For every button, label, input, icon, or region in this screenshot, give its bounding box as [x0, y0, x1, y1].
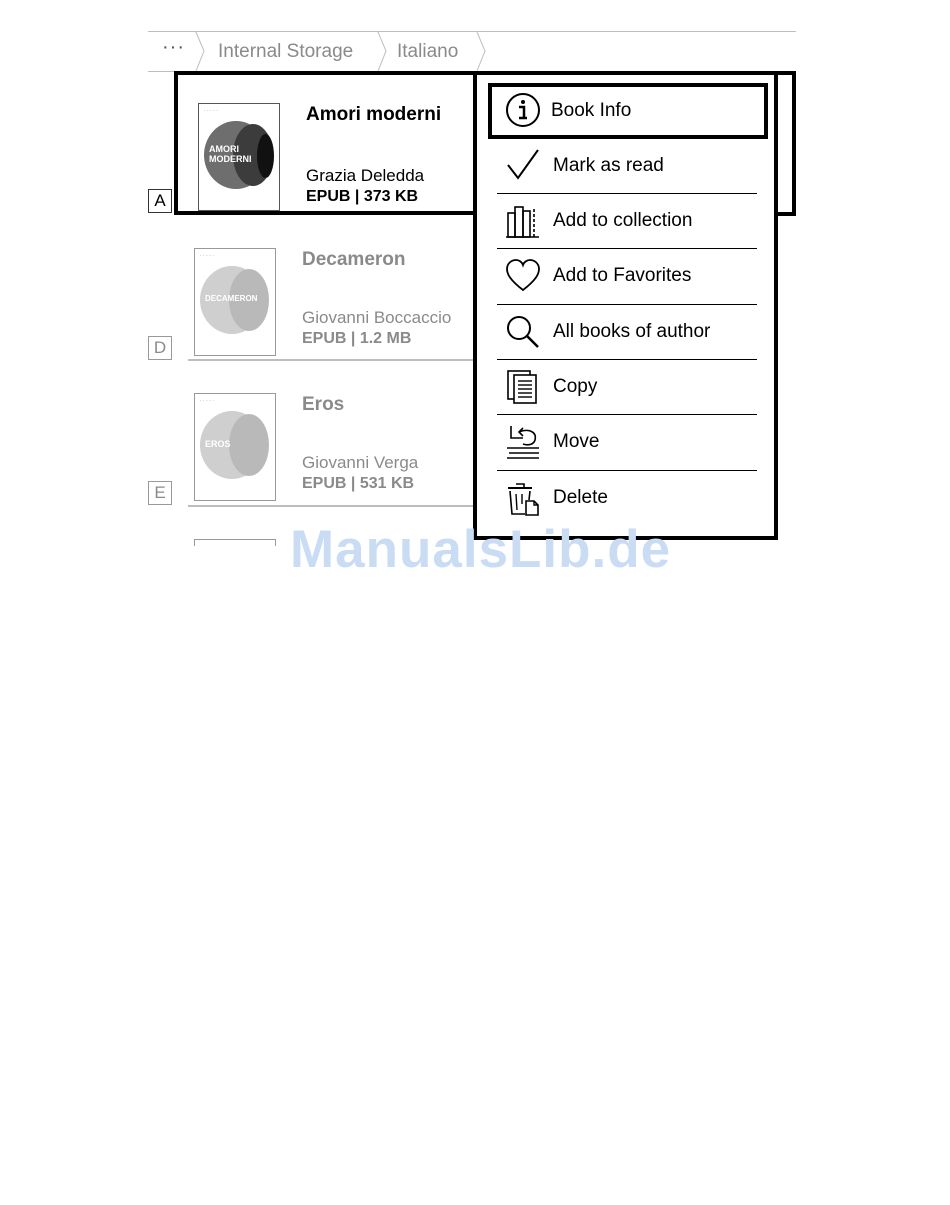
book-title: Eros — [302, 394, 345, 415]
book-format-size: EPUB | 1.2 MB — [302, 330, 412, 347]
menu-label: Book Info — [551, 100, 632, 121]
book-cover — [198, 103, 280, 211]
book-row-eros[interactable] — [174, 361, 474, 505]
search-icon — [505, 314, 541, 350]
cover-publisher-mark: · · · · · — [200, 398, 214, 404]
cover-title: EROS — [205, 439, 231, 449]
row-divider — [188, 505, 474, 507]
watermark: ManualsLib.de — [290, 520, 672, 579]
book-format-size: EPUB | 373 KB — [306, 188, 419, 205]
info-icon — [505, 92, 541, 128]
chevron-separator-icon — [194, 32, 206, 71]
cover-publisher-mark: · · · · · — [204, 108, 218, 114]
menu-label: Mark as read — [553, 155, 664, 176]
breadcrumb-internal-storage[interactable]: Internal Storage — [218, 41, 354, 62]
book-cover-partial — [194, 539, 276, 546]
breadcrumb-italiano[interactable]: Italiano — [397, 41, 459, 62]
book-author: Grazia Deledda — [306, 166, 425, 185]
cover-publisher-mark: · · · · · — [200, 253, 214, 259]
book-author: Giovanni Verga — [302, 453, 419, 472]
menu-all-books-of-author[interactable] — [497, 305, 757, 359]
collection-icon — [505, 203, 541, 239]
book-row-amori-moderni[interactable] — [174, 71, 476, 215]
chevron-separator-icon — [376, 32, 388, 71]
heart-icon — [505, 258, 541, 294]
cover-title: DECAMERON — [205, 294, 258, 303]
menu-move[interactable] — [497, 415, 757, 469]
index-letter-e: E — [148, 481, 172, 505]
trash-icon — [505, 480, 541, 516]
menu-add-to-collection[interactable] — [497, 194, 757, 248]
more-button[interactable]: ··· — [162, 36, 185, 58]
cover-title: AMORI MODERNI — [209, 144, 252, 164]
book-cover — [194, 393, 276, 501]
book-format-size: EPUB | 531 KB — [302, 475, 415, 492]
index-letter-d: D — [148, 336, 172, 360]
move-icon — [505, 424, 541, 460]
checkmark-icon — [505, 148, 541, 184]
menu-label: Copy — [553, 376, 598, 397]
book-cover — [194, 248, 276, 356]
index-letter-a: A — [148, 189, 172, 213]
book-title: Amori moderni — [306, 104, 442, 125]
breadcrumb — [148, 31, 796, 72]
menu-add-to-favorites[interactable] — [497, 249, 757, 303]
chevron-separator-icon — [475, 32, 487, 71]
menu-delete[interactable] — [497, 471, 757, 525]
menu-label: All books of author — [553, 321, 711, 342]
menu-book-info[interactable] — [488, 83, 768, 139]
book-row-decameron[interactable] — [174, 216, 474, 360]
menu-label: Delete — [553, 487, 608, 508]
book-title: Decameron — [302, 249, 406, 270]
menu-copy[interactable] — [497, 360, 757, 414]
menu-label: Add to Favorites — [553, 265, 692, 286]
copy-icon — [505, 369, 541, 405]
book-author: Giovanni Boccaccio — [302, 308, 452, 327]
context-menu — [473, 71, 778, 540]
menu-label: Move — [553, 431, 600, 452]
menu-mark-as-read[interactable] — [497, 139, 757, 193]
menu-label: Add to collection — [553, 210, 693, 231]
